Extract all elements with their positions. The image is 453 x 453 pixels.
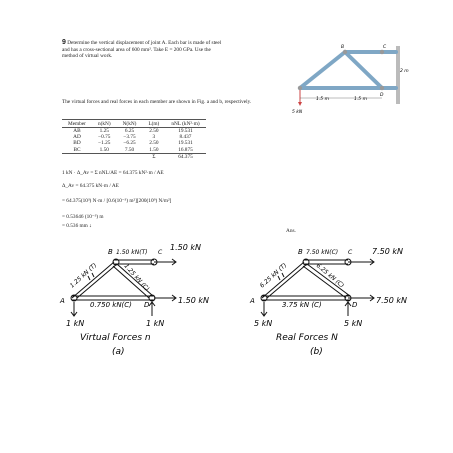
table-cell: −3.75	[123, 134, 136, 141]
table-sum-row	[62, 153, 206, 160]
table-header: nNL (kN²·m)	[165, 120, 205, 128]
table-cell: BD	[73, 140, 81, 147]
table-header: L(m)	[142, 120, 165, 128]
dim-height: 2 m	[400, 69, 409, 74]
sketch-a-left-member: 1.25 kN (T)	[68, 261, 99, 290]
truss-figure	[290, 40, 410, 120]
answer-label: Ans.	[286, 228, 296, 234]
sketch-b-diag-member: 6.25 kN (C)	[314, 262, 346, 290]
table-header: Member	[62, 120, 92, 128]
fig-label-d: D	[380, 93, 384, 98]
table-cell: 19.531	[178, 140, 193, 147]
problem-statement	[62, 40, 222, 60]
sketch-b-left-member: 6.25 kN (T)	[258, 261, 289, 290]
sum-value: 64.375	[165, 153, 205, 160]
sketch-b-caption: Real Forces N	[276, 333, 338, 343]
sketch-b-label-d: D	[352, 301, 358, 309]
table-cell: 2.50	[149, 140, 159, 147]
sketch-b-top-force: 7.50 kN(C)	[306, 249, 339, 256]
sketch-b-reaction: 5 kN	[344, 319, 363, 328]
sketch-b-letter-c: C	[348, 249, 353, 256]
sketch-a-load: 1 kN	[66, 319, 85, 328]
sketch-a-label-d: D	[144, 301, 150, 309]
member-force-table	[62, 119, 206, 160]
load-label: 5 kN	[292, 110, 303, 115]
table-cell: 8.437	[179, 134, 192, 141]
problem-text: Determine the vertical displacement of joint A. Each bar is made of steel and has a cross-sectional area of 600 mm². Take E = 200 GPa. Use the method of virtual work.	[62, 40, 222, 60]
sketch-a-top-force: 1.50 kN(T)	[116, 249, 148, 256]
dim-left: 1.5 m	[316, 97, 329, 102]
table-cell: 1.50	[149, 146, 159, 153]
table-cell: 1.50	[99, 146, 109, 153]
intro-text: The virtual forces and real forces in each member are shown in Fig. a and b, respectively.	[62, 99, 252, 105]
table-cell: −1.25	[98, 140, 111, 147]
table-header: n(kN)	[92, 120, 117, 128]
table-cell: 2.50	[149, 128, 159, 134]
sketch-a-letter-c: C	[158, 249, 163, 256]
dim-right: 1.5 m	[354, 97, 367, 102]
sketch-a-reaction: 1 kN	[146, 319, 165, 328]
equation-line-3: = 64.375(10³) N·m / [0.6(10⁻³) m²][200(10⁹) N/m²]	[62, 198, 172, 204]
sum-symbol: Σ	[142, 153, 165, 160]
sketch-real-forces	[240, 236, 430, 366]
sketch-a-caption: Virtual Forces n	[80, 333, 151, 343]
table-row	[62, 128, 206, 135]
sketch-b-load: 5 kN	[254, 319, 273, 328]
table-cell: AD	[73, 134, 81, 141]
table-header: N(kN)	[117, 120, 143, 128]
sketch-virtual-forces	[50, 236, 225, 366]
table-cell: BC	[73, 146, 81, 153]
problem-number: 9	[62, 39, 66, 46]
table-header-row	[62, 120, 206, 128]
sketch-a-top-right-force: 1.50 kN	[170, 243, 201, 252]
truss-members	[300, 52, 396, 88]
equation-line-4: = 0.53646 (10⁻³) m	[62, 214, 104, 220]
sketch-b-label-a: A	[250, 297, 255, 305]
table-cell: −6.25	[123, 140, 136, 147]
fig-label-b: B	[341, 45, 345, 50]
sketch-b-label-b: B	[298, 248, 303, 256]
table-cell: 6.25	[124, 128, 135, 134]
sketch-a-bottom-member: 0.750 kN(C)	[90, 301, 132, 309]
sketch-b-bottom-member: 3.75 kN (C)	[282, 301, 322, 309]
fig-label-c: C	[383, 45, 387, 50]
equation-line-5: = 0.536 mm ↓	[62, 223, 92, 229]
table-cell: −0.75	[98, 134, 111, 141]
sketch-a-diag-member: 1.25 kN (C)	[122, 262, 151, 293]
table-cell: 16.875	[178, 146, 193, 153]
sketch-a-label-b: B	[108, 248, 113, 256]
table-cell: 7.50	[124, 146, 135, 153]
table-cell: AB	[73, 128, 81, 134]
sketch-b-top-right-force: 7.50 kN	[372, 247, 403, 256]
sketch-a-fig: (a)	[112, 347, 125, 357]
sketch-a-right-force: 1.50 kN	[178, 296, 209, 305]
equation-line-2: Δ_Av = 64.375 kN·m / AE	[62, 183, 119, 189]
sketch-b-right-force: 7.50 kN	[376, 296, 407, 305]
table-cell: 3	[152, 134, 156, 141]
equation-line-1: 1 kN · Δ_Av = Σ nNL/AE = 64.375 kN²·m / AE	[62, 170, 164, 176]
table-cell: 19.531	[178, 128, 193, 134]
sketch-b-fig: (b)	[310, 347, 323, 357]
table-cell: 1.25	[99, 128, 109, 134]
sketch-a-label-a: A	[60, 297, 65, 305]
table-row	[62, 147, 206, 154]
wall-support	[396, 46, 400, 104]
